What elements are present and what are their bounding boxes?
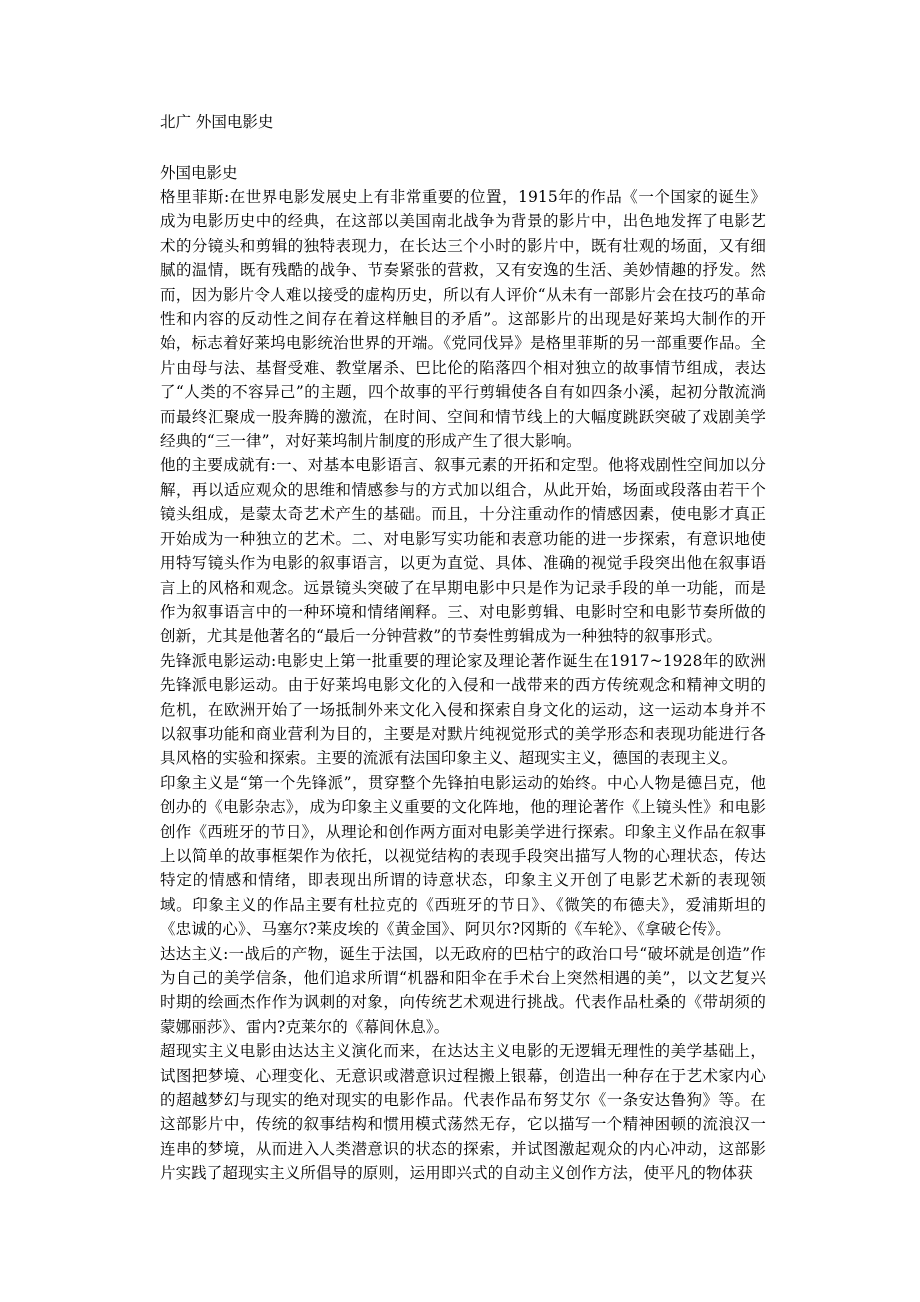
paragraph-impressionism: 印象主义是“第一个先锋派”，贯穿整个先锋拍电影运动的始终。中心人物是德吕克，他创办的《电影杂志》，成为印象主义重要的文化阵地，他的理论著作《上镜头性》和电影创作《西班牙的节日》，从理论和创作两方面对电影美学进行探索。印象主义作品在叙事上以简单的故事框架作为依托，以视觉结构的表现手段突出描写人物的心理状态，传达特定的情感和情绪，即表现出所谓的诗意状态，印象主义开创了电影艺术新的表现领域。印象主义的作品主要有杜拉克的《西班牙的节日》、《微笑的布德夫》，爱浦斯坦的《忠诚的心》、马塞尔?莱皮埃的《黄金国》、阿贝尔?冈斯的《车轮》、《拿破仑传》。 [160, 773, 766, 939]
document-page [160, 110, 766, 1186]
paragraph-griffith: 格里菲斯:在世界电影发展史上有非常重要的位置，1915年的作品《一个国家的诞生》成为电影历史中的经典，在这部以美国南北战争为背景的影片中，出色地发挥了电影艺术的分镜头和剪辑的独特表现力，在长达三个小时的影片中，既有壮观的场面，又有细腻的温情，既有残酷的战争、节奏紧张的营救，又有安逸的生活、美妙情趣的抒发。然而，因为影片令人难以接受的虚构历史，所以有人评价“从未有一部影片会在技巧的革命性和内容的反动性之间存在着这样触目的矛盾”。这部影片的出现是好莱坞大制作的开始，标志着好莱坞电影统治世界的开端。《党同伐异》是格里菲斯的另一部重要作品。全片由母与法、基督受难、教堂屠杀、巴比伦的陷落四个相对独立的故事情节组成，表达了“人类的不容异己”的主题，四个故事的平行剪辑使各自有如四条小溪，起初分散流淌而最终汇聚成一股奔腾的激流，在时间、空间和情节线上的大幅度跳跃突破了戏剧美学经典的“三一律”，对好莱坞制片制度的形成产生了很大影响。 [160, 188, 766, 451]
paragraph-surrealism: 超现实主义电影由达达主义演化而来，在达达主义电影的无逻辑无理性的美学基础上，试图把梦境、心理变化、无意识或潜意识过程搬上银幕，创造出一种存在于艺术家内心的超越梦幻与现实的绝对现实的电影作品。代表作品布努艾尔《一条安达鲁狗》等。在这部影片中，传统的叙事结构和惯用模式荡然无存，它以描写一个精神困顿的流浪汉一连串的梦境，从而进入人类潜意识的状态的探索，并试图激起观众的内心冲动，这部影片实践了超现实主义所倡导的原则，运用即兴式的自动主义创作方法，使平凡的物体获 [160, 1042, 766, 1183]
document-title: 外国电影史 [160, 164, 238, 182]
paragraph-avant-garde: 先锋派电影运动:电影史上第一批重要的理论家及理论著作诞生在1917~1928年的欧洲先锋派电影运动。由于好莱坞电影文化的入侵和一战带来的西方传统观念和精神文明的危机，在欧洲开始了一场抵制外来文化入侵和探索自身文化的运动，这一运动本身并不以叙事功能和商业营利为目的，主要是对默片纯视觉形式的美学形态和表现功能进行各具风格的实验和探索。主要的流派有法国印象主义、超现实主义，德国的表现主义。 [160, 651, 766, 768]
paragraph-achievements: 他的主要成就有:一、对基本电影语言、叙事元素的开拓和定型。他将戏剧性空间加以分解，再以适应观众的思维和情感参与的方式加以组合，从此开始，场面或段落由若干个镜头组成，是蒙太奇艺术产生的基础。而且，十分注重动作的情感因素，使电影才真正开始成为一种独立的艺术。二、对电影写实功能和表意功能的进一步探索，有意识地使用特写镜头作为电影的叙事语言，以更为直觉、具体、准确的视觉手段突出他在叙事语言上的风格和观念。远景镜头突破了在早期电影中只是作为记录手段的单一功能，而是作为叙事语言中的一种环境和情绪阐释。三、对电影剪辑、电影时空和电影节奏所做的创新，尤其是他著名的“最后一分钟营救”的节奏性剪辑成为一种独特的叙事形式。 [160, 456, 766, 646]
document-header: 北广 外国电影史 [160, 113, 274, 131]
paragraph-dadaism: 达达主义:一战后的产物，诞生于法国，以无政府的巴枯宁的政治口号“破坏就是创造”作为自己的美学信条，他们追求所谓“机器和阳伞在手术台上突然相遇的美”，以文艺复兴时期的绘画杰作作为讽刺的对象，向传统艺术观进行挑战。代表作品杜桑的《带胡须的蒙娜丽莎》、雷内?克莱尔的《幕间休息》。 [160, 944, 766, 1036]
